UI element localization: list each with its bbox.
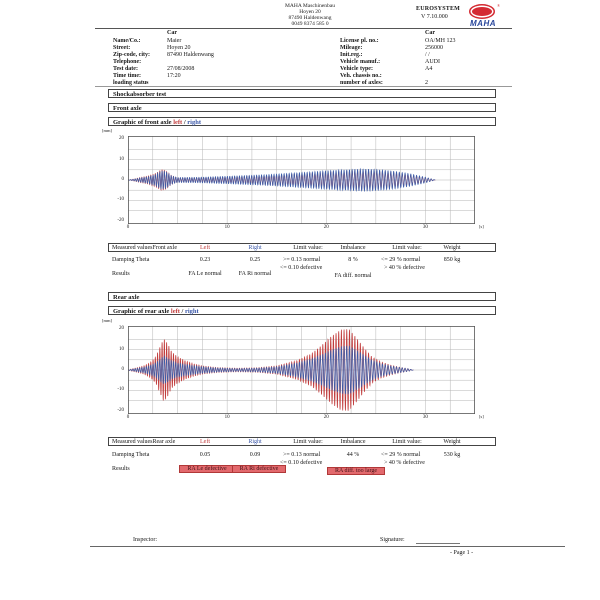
imbalance-value: 44 % [346, 452, 360, 458]
row-value: 27/08/2008 [167, 66, 195, 72]
table-title: Measured valuesFront axle [112, 244, 177, 251]
slash: / [181, 308, 184, 315]
damping-label: Damping Theta [112, 257, 150, 263]
col-header-imbalance: Imbalance [340, 244, 366, 251]
col-header-weight: Weight [443, 244, 461, 251]
col-header-limit2: Limit value: [392, 244, 422, 251]
maha-logo-text: MAHA [466, 19, 500, 29]
row-value: Maier [167, 38, 182, 44]
col-header-left: Left [200, 244, 210, 251]
x-tick-label: 20 [323, 225, 329, 230]
y-axis-unit: [mm] [102, 128, 112, 133]
x-tick-label: 30 [422, 225, 428, 230]
maha-logo-ellipse-icon [469, 4, 495, 19]
limit1-defective: <= 0.10 defective [280, 459, 323, 466]
y-tick-label: -10 [117, 387, 124, 393]
section-front-axle [108, 103, 496, 112]
damping-left-value: 0.05 [199, 452, 211, 458]
col-header-limit1: Limit value: [293, 438, 323, 445]
section-rear-axle [108, 292, 496, 301]
x-tick-label: 30 [422, 415, 428, 420]
row-value: AUDI [425, 59, 440, 65]
company-city: 87490 Haldenwang [288, 15, 332, 21]
table-title: Measured valuesRear axle [112, 438, 176, 445]
page-number: - Page 1 - [450, 550, 474, 556]
y-tick-label: -10 [117, 197, 124, 203]
signature-label: Signature: [380, 537, 405, 543]
x-axis-unit: [s] [479, 414, 484, 419]
front-measured-table [108, 243, 496, 285]
imbalance-value: 8 % [348, 257, 358, 263]
section-shockabsorber-test [108, 89, 496, 98]
x-axis-unit: [s] [479, 224, 484, 229]
rear-axle-graph [100, 318, 500, 426]
footer-divider [90, 546, 565, 547]
limit1-normal: >= 0.13 normal [283, 257, 321, 263]
limit1-normal: >= 0.13 normal [283, 452, 321, 458]
row-label: Veh. chassis no.: [340, 73, 382, 79]
y-axis-unit: [mm] [102, 318, 112, 323]
front-axle-graph [100, 128, 500, 236]
result-imbalance-too-large: RA diff. too large [327, 467, 385, 475]
damping-right-value: 0.25 [249, 257, 261, 263]
company-phone: 0049 8374 585 0 [291, 21, 329, 27]
row-label: License pl. no.: [340, 38, 379, 44]
row-label: Name/Co.: [113, 38, 141, 44]
registered-mark: ® [496, 3, 500, 8]
row-value: 2 [425, 80, 428, 86]
section-title: Front axle [113, 105, 142, 112]
col-header-weight: Weight [443, 438, 461, 445]
y-tick-label: 20 [119, 326, 124, 332]
col-header-imbalance: Imbalance [340, 438, 366, 445]
limit2-defective: > 40 % defective [384, 264, 425, 271]
maha-logo-icon [466, 3, 500, 29]
row-value: A4 [425, 66, 433, 72]
weight-value: 850 kg [443, 257, 461, 263]
section-graphic-rear [108, 306, 496, 315]
company-name: MAHA Maschinenbau [285, 3, 335, 9]
limit1-defective: <= 0.10 defective [280, 264, 323, 271]
row-value: OA/MH 123 [425, 38, 456, 44]
system-name: EUROSYSTEM [416, 6, 461, 12]
limit2-defective: > 40 % defective [384, 459, 425, 466]
row-label: number of axles: [340, 80, 383, 86]
weight-value: 530 kg [443, 452, 461, 458]
x-tick-label: 20 [323, 415, 329, 420]
rear-axle-plot [128, 326, 475, 414]
y-tick-label: 20 [119, 136, 124, 142]
row-label: Time time: [113, 73, 142, 79]
graphic-label: Graphic of rear axle [113, 308, 170, 315]
row-label: Telephone: [113, 59, 142, 65]
result-left-defective: RA Le defective [179, 465, 235, 473]
y-tick-label: 10 [119, 346, 124, 352]
x-tick-label: 0 [126, 415, 130, 420]
x-tick-label: 0 [126, 225, 130, 230]
row-value: 87490 Haldenwang [167, 52, 214, 58]
limit2-normal: <= 29 % normal [381, 257, 421, 263]
customer-vehicle-table [108, 30, 496, 86]
rear-measured-table [108, 437, 496, 479]
right-word: right [184, 308, 199, 315]
result-right-defective: RA Ri defective [232, 465, 286, 473]
company-address-block [255, 3, 365, 27]
left-word: left [173, 119, 183, 126]
row-value: / / [425, 52, 430, 58]
graphic-label: Graphic of front axle [113, 119, 172, 126]
row-label: Zip-code, city: [113, 52, 150, 58]
system-version: V 7.10.000 [421, 14, 448, 20]
row-label: loading status [113, 80, 149, 86]
header-divider [95, 28, 512, 29]
results-label: Results [112, 466, 130, 472]
damping-right-value: 0.09 [249, 452, 261, 458]
limit2-normal: <= 29 % normal [381, 452, 421, 458]
col-header-right: Right [248, 438, 262, 445]
row-label: Vehicle manuf.: [340, 59, 381, 65]
left-word: left [170, 308, 180, 315]
right-col-header: Car [425, 30, 435, 36]
result-imbalance: FA diff. normal [334, 273, 372, 279]
result-left: FA Le normal [188, 271, 222, 277]
inspector-label: Inspector: [133, 537, 157, 543]
section-graphic-front [108, 117, 496, 126]
front-axle-plot [128, 136, 475, 224]
right-word: right [187, 119, 202, 126]
row-value: 256000 [425, 45, 443, 51]
col-header-limit1: Limit value: [293, 244, 323, 251]
slash: / [183, 119, 186, 126]
section-title: Shockabsorber test [113, 91, 167, 98]
x-tick-label: 10 [224, 225, 230, 230]
left-col-header: Car [167, 30, 177, 36]
results-label: Results [112, 271, 130, 277]
y-tick-label: 0 [121, 367, 124, 372]
customer-table-divider [95, 86, 512, 87]
row-value: 17:20 [167, 73, 181, 79]
damping-left-value: 0.23 [199, 257, 211, 263]
row-label: Init.reg.: [340, 52, 363, 58]
row-label: Test date: [113, 66, 138, 72]
y-tick-label: -20 [117, 217, 124, 223]
row-label: Vehicle type: [340, 66, 373, 72]
row-label: Mileage: [340, 45, 363, 51]
y-tick-label: 10 [119, 156, 124, 162]
col-header-right: Right [248, 244, 262, 251]
row-label: Street: [113, 45, 131, 51]
y-tick-label: -20 [117, 407, 124, 413]
damping-label: Damping Theta [112, 452, 150, 458]
col-header-left: Left [200, 438, 210, 445]
col-header-limit2: Limit value: [392, 438, 422, 445]
x-tick-label: 10 [224, 415, 230, 420]
signature-line [416, 543, 460, 544]
section-title: Rear axle [113, 294, 140, 301]
company-street: Hoyen 20 [299, 9, 321, 15]
y-tick-label: 0 [121, 177, 124, 182]
result-right: FA Ri normal [238, 271, 272, 277]
row-value: Hoyen 20 [167, 45, 191, 51]
